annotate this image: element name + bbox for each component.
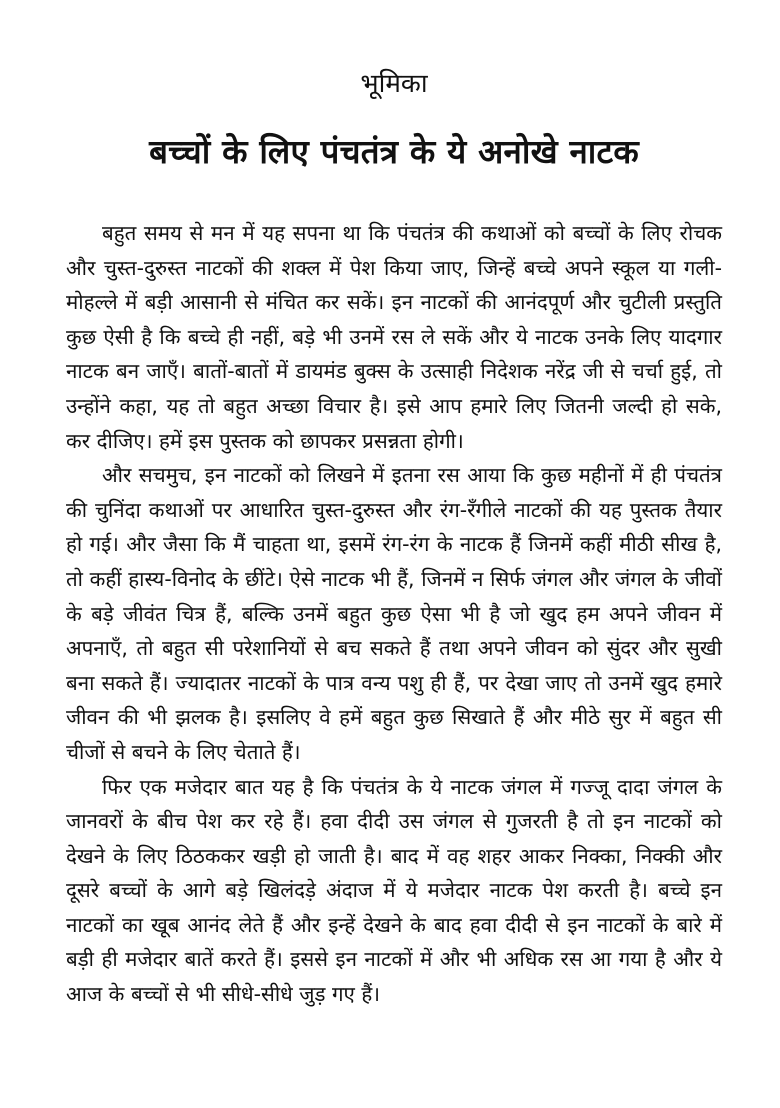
paragraph-2: और सचमुच, इन नाटकों को लिखने में इतना रस आया कि कुछ महीनों में ही पंचतंत्र की चुनिंदा कथाओं पर आधारित चुस्त-दुरुस्त और रंग-रँगीले नाटकों की यह पुस्तक तैयार हो गई। और जैसा कि मैं चाहता था, इसमें रंग-रंग के नाटक हैं जिनमें कहीं मीठी सीख है, तो कहीं हास्य-विनोद के छींटे। ऐसे नाटक भी हैं, जिनमें न सिर्फ जंगल और जंगल के जीवों के बड़े जीवंत चित्र हैं, बल्कि उनमें बहुत कुछ ऐसा भी है जो खुद हम अपने जीवन में अपनाएँ, तो बहुत सी परेशानियों से बच सकते हैं तथा अपने जीवन को सुंदर और सुखी बना सकते हैं। ज्यादातर नाटकों के पात्र वन्य पशु ही हैं, पर देखा जाए तो उनमें खुद हमारे जीवन की भी झलक है। इसलिए वे हमें बहुत कुछ सिखाते हैं और मीठे सुर में बहुत सी चीजों से बचने के लिए चेताते हैं। (66, 463, 722, 764)
paragraph-3: फिर एक मजेदार बात यह है कि पंचतंत्र के ये नाटक जंगल में गज्जू दादा जंगल के जानवरों के बीच पेश कर रहे हैं। हवा दीदी उस जंगल से गुजरती है तो इन नाटकों को देखने के लिए ठिठककर खड़ी हो जाती है। बाद में वह शहर आकर निक्का, निक्की और दूसरे बच्चों के आगे बड़े खिलंदड़े अंदाज में ये मजेदार नाटक पेश करती है। बच्चे इन नाटकों का खूब आनंद लेते हैं और इन्हें देखने के बाद हवा दीदी से इन नाटकों के बारे में बड़ी ही मजेदार बातें करते हैं। इससे इन नाटकों में और भी अधिक रस आ गया है और ये आज के बच्चों से भी सीधे-सीधे जुड़ गए हैं। (66, 774, 722, 1007)
body-text (66, 216, 722, 1012)
page-title: बच्चों के लिए पंचतंत्र के ये अनोखे नाटक (149, 132, 639, 171)
section-label: भूमिका (360, 69, 428, 99)
paragraph-1: बहुत समय से मन में यह सपना था कि पंचतंत्र की कथाओं को बच्चों के लिए रोचक और चुस्त-दुरुस्त नाटकों की शक्ल में पेश किया जाए, जिन्हें बच्चे अपने स्कूल या गली-मोहल्ले में बड़ी आसानी से मंचित कर सकें। इन नाटकों की आनंदपूर्ण और चुटीली प्रस्तुति कुछ ऐसी है कि बच्चे ही नहीं, बड़े भी उनमें रस ले सकें और ये नाटक उनके लिए यादगार नाटक बन जाएँ। बातों-बातों में डायमंड बुक्स के उत्साही निदेशक नरेंद्र जी से चर्चा हुई, तो उन्होंने कहा, यह तो बहुत अच्छा विचार है। इसे आप हमारे लिए जितनी जल्दी हो सके, कर दीजिए। हमें इस पुस्तक को छापकर प्रसन्नता होगी। (66, 221, 722, 453)
